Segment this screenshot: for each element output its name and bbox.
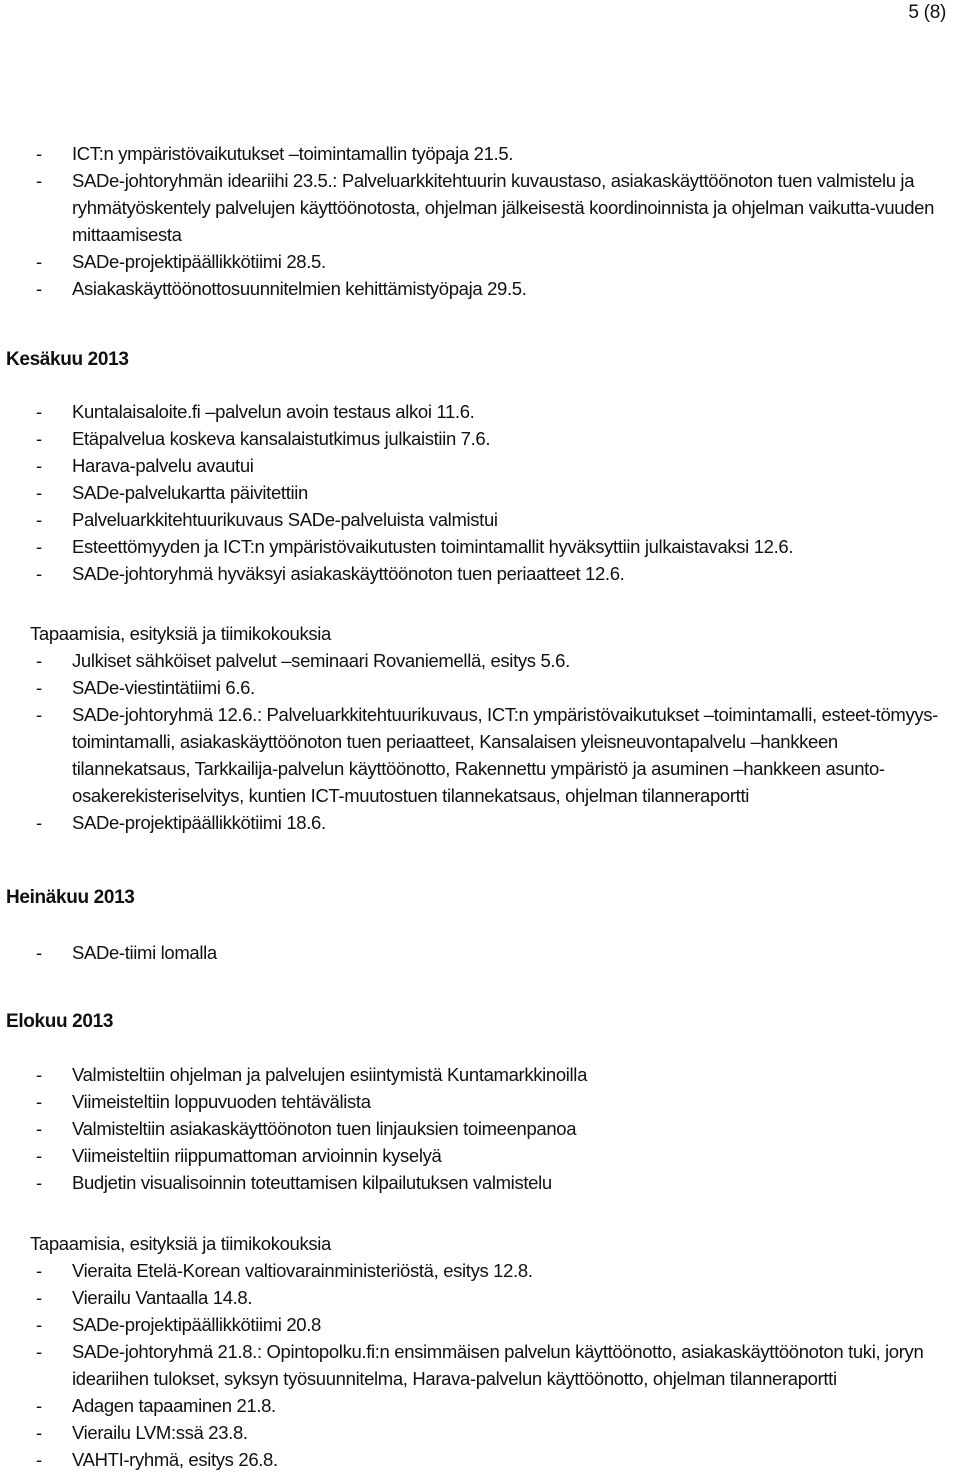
list-item: - SADe-johtoryhmä 12.6.: Palveluarkkitehtuurikuvaus, ICT:n ympäristövaikutukset –toimintamalli, esteet-tömyys-toimintamalli, asiakaskäyttöönoton tuen periaatteet, Kansalaisen yleisneuvontapalvelu –hankkeen tilannekatsaus, Tarkkailija-palvelun käyttöönotto, Rakennettu ympäristö ja asuminen –hankkeen asunto-osakerekisteriselvitys, kuntien ICT-muutostuen tilannekatsaus, ohjelman tilanneraportti (36, 701, 950, 809)
list-item: - Vierailu LVM:ssä 23.8. (36, 1419, 950, 1446)
list-item: - ICT:n ympäristövaikutukset –toimintamallin työpaja 21.5. (36, 140, 950, 167)
list-item-text: SADe-tiimi lomalla (72, 942, 217, 963)
list-item-text: SADe-projektipäällikkötiimi 20.8 (72, 1314, 321, 1335)
list-item-text: SADe-projektipäällikkötiimi 28.5. (72, 251, 326, 272)
document-body (6, 140, 950, 1473)
list-item: - Budjetin visualisoinnin toteuttamisen kilpailutuksen valmistelu (36, 1169, 950, 1196)
list-item-text: SADe-johtoryhmä hyväksyi asiakaskäyttöönoton tuen periaatteet 12.6. (72, 563, 625, 584)
list-item: - Valmisteltiin ohjelman ja palvelujen esiintymistä Kuntamarkkinoilla (36, 1061, 950, 1088)
list-item: - Julkiset sähköiset palvelut –seminaari Rovaniemellä, esitys 5.6. (36, 647, 950, 674)
list-item: - Esteettömyyden ja ICT:n ympäristövaikutusten toimintamallit hyväksyttiin julkaistavaksi 12.6. (36, 533, 950, 560)
list-item-text: SADe-projektipäällikkötiimi 18.6. (72, 812, 326, 833)
list-item: - Harava-palvelu avautui (36, 452, 950, 479)
list-item: - Valmisteltiin asiakaskäyttöönoton tuen linjauksien toimeenpanoa (36, 1115, 950, 1142)
june-meetings-heading: Tapaamisia, esityksiä ja tiimikokouksia (30, 623, 331, 644)
list-item-text: Viimeisteltiin loppuvuoden tehtävälista (72, 1091, 371, 1112)
list-item: - SADe-johtoryhmä 21.8.: Opintopolku.fi:n ensimmäisen palvelun käyttöönotto, asiakaskäyttöönoton tuki, joryn ideariihen tulokset, syksyn työsuunnitelma, Harava-palvelun käyttöönotto, ohjelman tilanneraportti (36, 1338, 950, 1392)
list-item-text: SADe-palvelukartta päivitettiin (72, 482, 308, 503)
list-item-text: SADe-johtoryhmä 21.8.: Opintopolku.fi:n ensimmäisen palvelun käyttöönotto, asiakaskäyttöönoton tuki, joryn ideariihen tulokset, syksyn työsuunnitelma, Harava-palvelun käyttöönotto, ohjelman tilanneraportti (72, 1341, 924, 1389)
list-item: - Kuntalaisaloite.fi –palvelun avoin testaus alkoi 11.6. (36, 398, 950, 425)
list-item-text: Asiakaskäyttöönottosuunnitelmien kehittämistyöpaja 29.5. (72, 278, 527, 299)
list-item-text: Kuntalaisaloite.fi –palvelun avoin testaus alkoi 11.6. (72, 401, 475, 422)
list-item-text: SADe-johtoryhmän ideariihi 23.5.: Palveluarkkitehtuurin kuvaustaso, asiakaskäyttöönoton tuen valmistelu ja ryhmätyöskentely palvelujen käyttöönotosta, ohjelman jälkeisestä koordinoinnista ja ohjelman vaikutta-vuuden mittaamisesta (72, 170, 935, 245)
august-list (36, 1061, 950, 1196)
july-heading: Heinäkuu 2013 (6, 887, 135, 908)
list-item: - SADe-projektipäällikkötiimi 20.8 (36, 1311, 950, 1338)
list-item: - Asiakaskäyttöönottosuunnitelmien kehittämistyöpaja 29.5. (36, 275, 950, 302)
august-meetings-list (36, 1257, 950, 1473)
list-item: - SADe-viestintätiimi 6.6. (36, 674, 950, 701)
list-item: - SADe-johtoryhmän ideariihi 23.5.: Palveluarkkitehtuurin kuvaustaso, asiakaskäyttöönoton tuen valmistelu ja ryhmätyöskentely palvelujen käyttöönotosta, ohjelman jälkeisestä koordinoinnista ja ohjelman vaikutta-vuuden mittaamisesta (36, 167, 950, 248)
june-heading: Kesäkuu 2013 (6, 349, 129, 370)
list-item: - VAHTI-ryhmä, esitys 26.8. (36, 1446, 950, 1473)
list-item-text: Etäpalvelua koskeva kansalaistutkimus julkaistiin 7.6. (72, 428, 491, 449)
list-item-text: Vieraita Etelä-Korean valtiovarainministeriöstä, esitys 12.8. (72, 1260, 533, 1281)
list-item: - SADe-projektipäällikkötiimi 28.5. (36, 248, 950, 275)
page-number: 5 (8) (908, 2, 946, 23)
list-item-text: Valmisteltiin ohjelman ja palvelujen esiintymistä Kuntamarkkinoilla (72, 1064, 588, 1085)
list-item: - SADe-johtoryhmä hyväksyi asiakaskäyttöönoton tuen periaatteet 12.6. (36, 560, 950, 587)
list-item-text: Valmisteltiin asiakaskäyttöönoton tuen linjauksien toimeenpanoa (72, 1118, 577, 1139)
list-item: - Viimeisteltiin loppuvuoden tehtävälista (36, 1088, 950, 1115)
may-list (36, 140, 950, 302)
list-item: - Vierailu Vantaalla 14.8. (36, 1284, 950, 1311)
list-item-text: SADe-johtoryhmä 12.6.: Palveluarkkitehtuurikuvaus, ICT:n ympäristövaikutukset –toimintamalli, esteet-tömyys-toimintamalli, asiakaskäyttöönoton tuen periaatteet, Kansalaisen yleisneuvontapalvelu –hankkeen tilannekatsaus, Tarkkailija-palvelun käyttöönotto, Rakennettu ympäristö ja asuminen –hankkeen asunto-osakerekisteriselvitys, kuntien ICT-muutostuen tilannekatsaus, ohjelman tilanneraportti (72, 704, 938, 806)
list-item: - Viimeisteltiin riippumattoman arvioinnin kyselyä (36, 1142, 950, 1169)
list-item-text: Vierailu Vantaalla 14.8. (72, 1287, 253, 1308)
list-item-text: Adagen tapaaminen 21.8. (72, 1395, 276, 1416)
list-item: - Adagen tapaaminen 21.8. (36, 1392, 950, 1419)
list-item-text: Palveluarkkitehtuurikuvaus SADe-palveluista valmistui (72, 509, 498, 530)
list-item-text: SADe-viestintätiimi 6.6. (72, 677, 255, 698)
list-item-text: VAHTI-ryhmä, esitys 26.8. (72, 1449, 278, 1470)
august-meetings-heading: Tapaamisia, esityksiä ja tiimikokouksia (30, 1233, 331, 1254)
list-item: - SADe-palvelukartta päivitettiin (36, 479, 950, 506)
list-item: - Palveluarkkitehtuurikuvaus SADe-palveluista valmistui (36, 506, 950, 533)
list-item-text: Harava-palvelu avautui (72, 455, 254, 476)
august-heading: Elokuu 2013 (6, 1011, 114, 1032)
list-item-text: Esteettömyyden ja ICT:n ympäristövaikutusten toimintamallit hyväksyttiin julkaistavaksi 12.6. (72, 536, 794, 557)
list-item-text: Budjetin visualisoinnin toteuttamisen kilpailutuksen valmistelu (72, 1172, 552, 1193)
list-item-text: Viimeisteltiin riippumattoman arvioinnin kyselyä (72, 1145, 442, 1166)
june-list (36, 398, 950, 587)
june-meetings-list (36, 647, 950, 836)
list-item: - Etäpalvelua koskeva kansalaistutkimus julkaistiin 7.6. (36, 425, 950, 452)
list-item-text: ICT:n ympäristövaikutukset –toimintamallin työpaja 21.5. (72, 143, 514, 164)
list-item-text: Julkiset sähköiset palvelut –seminaari Rovaniemellä, esitys 5.6. (72, 650, 570, 671)
july-list (36, 939, 950, 966)
list-item: - SADe-projektipäällikkötiimi 18.6. (36, 809, 950, 836)
list-item: - SADe-tiimi lomalla (36, 939, 950, 966)
list-item: - Vieraita Etelä-Korean valtiovarainministeriöstä, esitys 12.8. (36, 1257, 950, 1284)
list-item-text: Vierailu LVM:ssä 23.8. (72, 1422, 248, 1443)
